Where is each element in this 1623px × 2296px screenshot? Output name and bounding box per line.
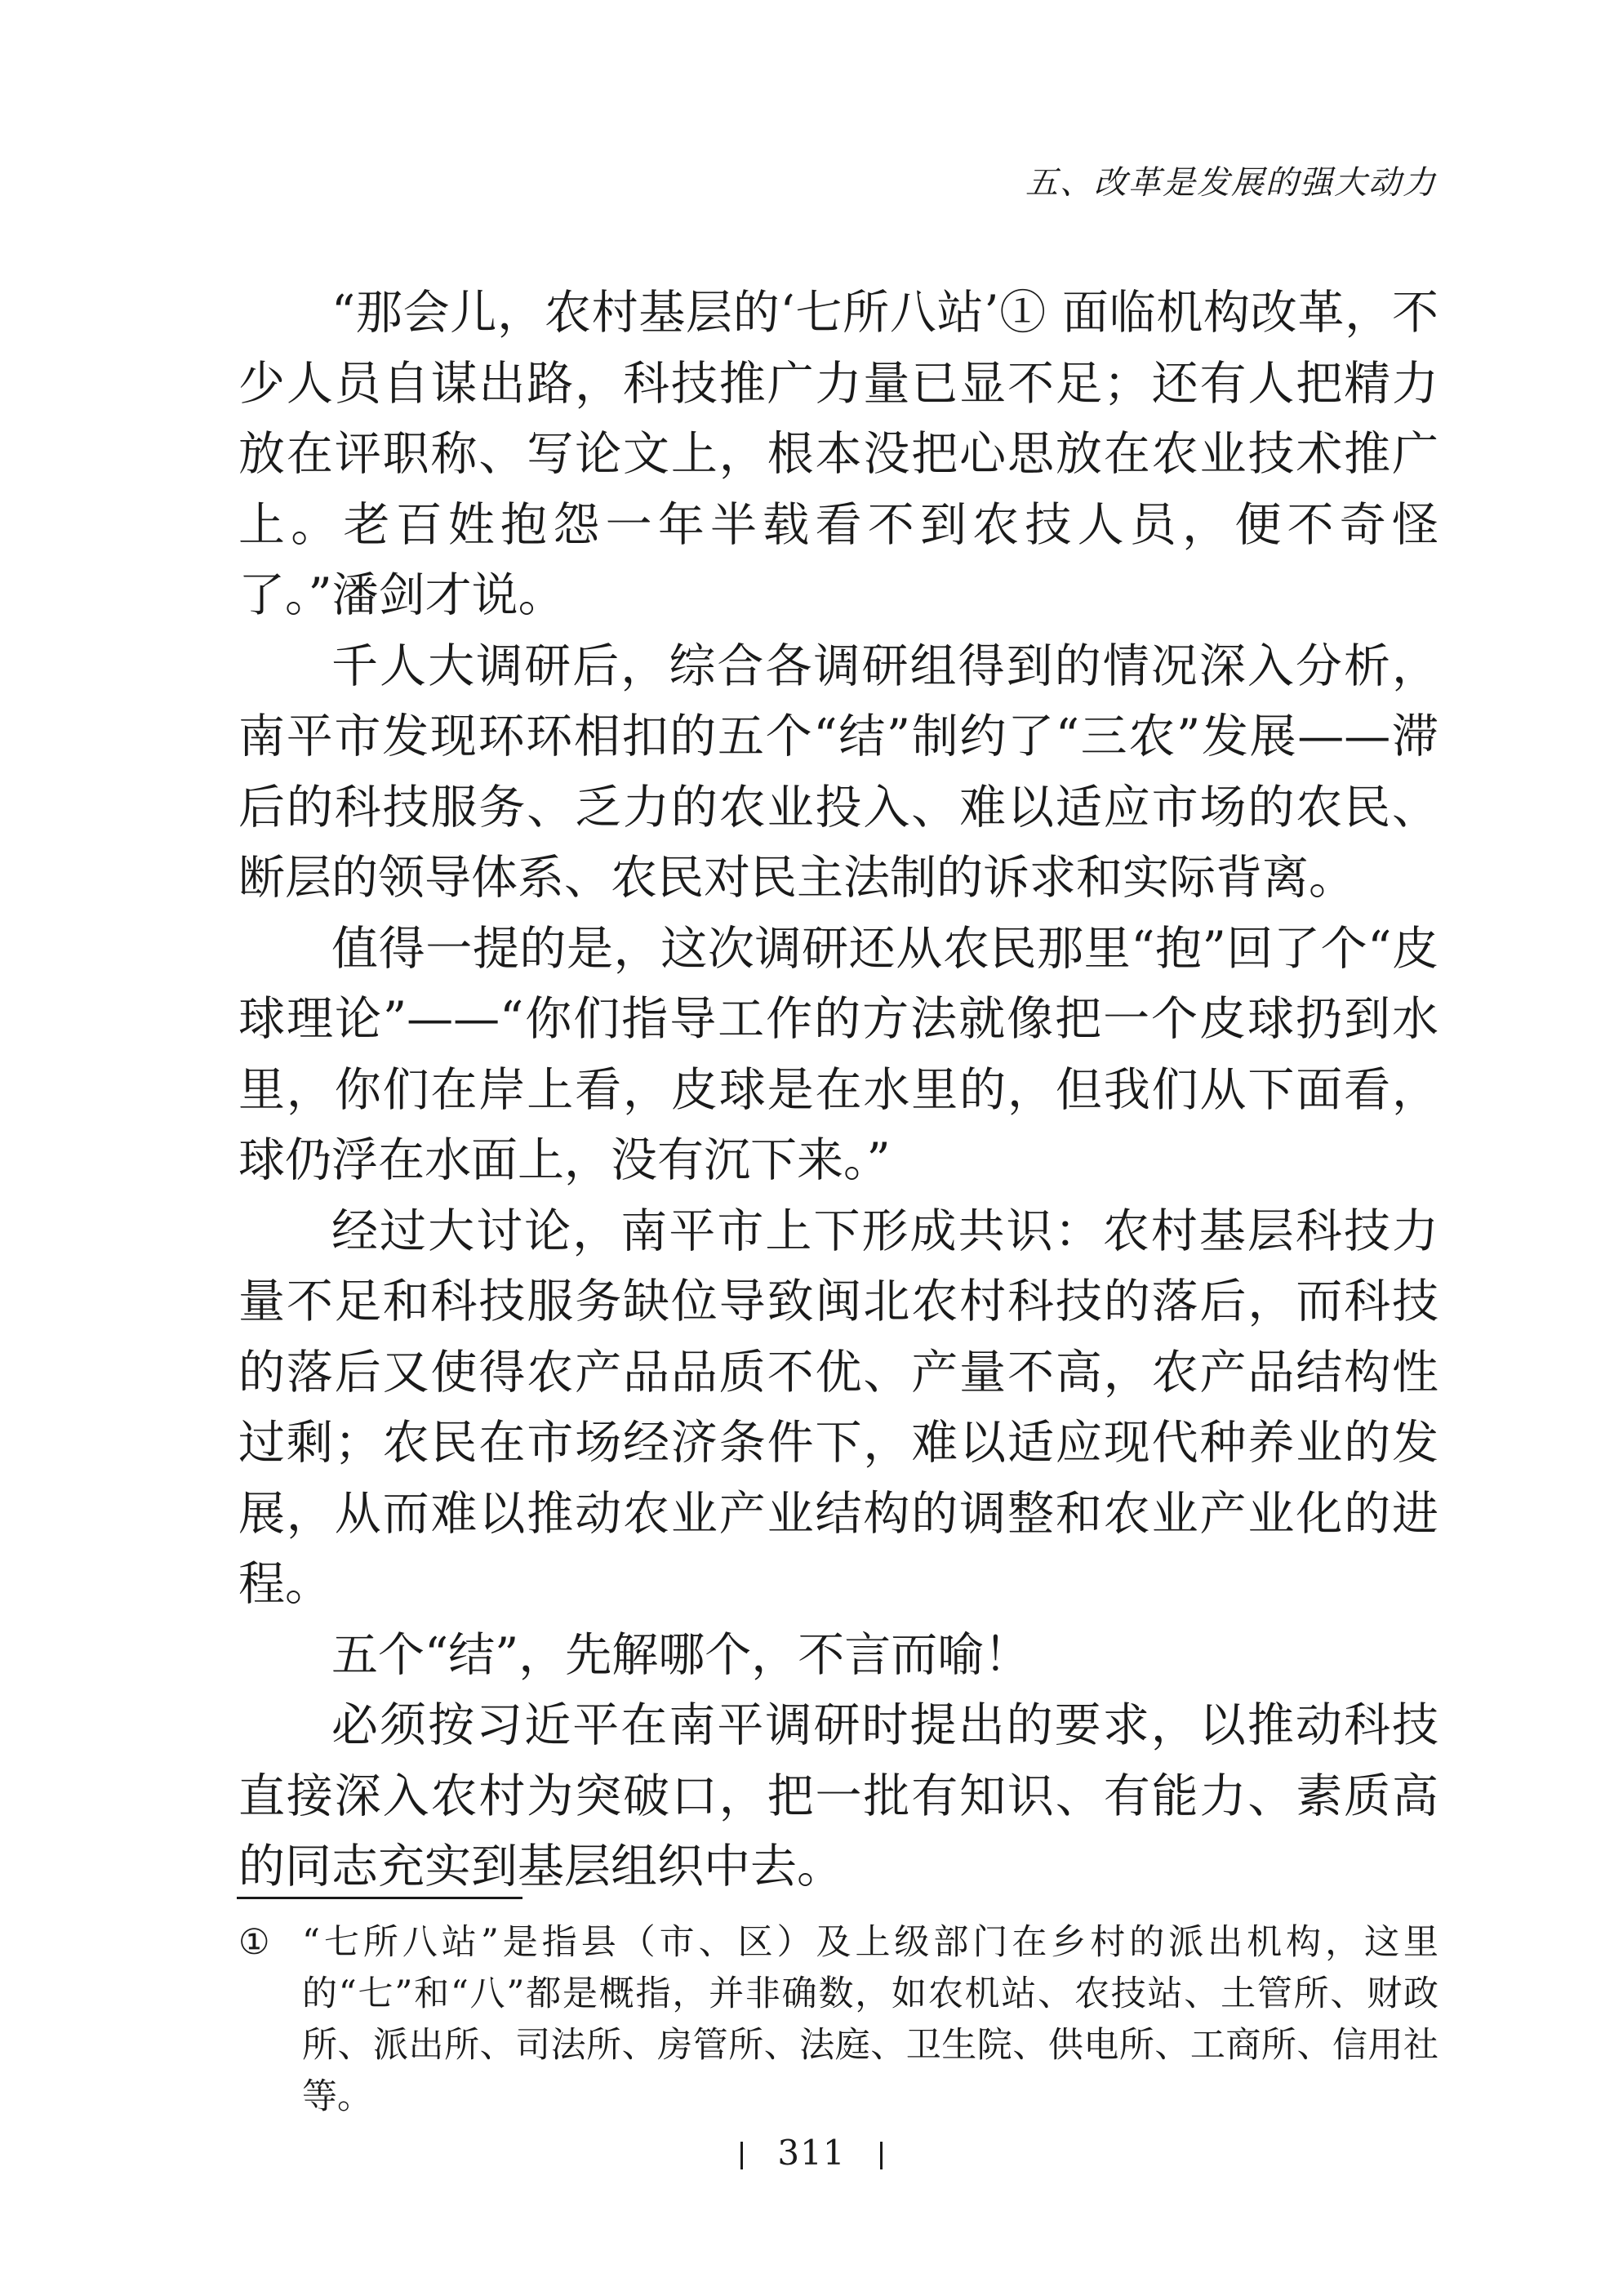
paragraph-6: 必须按习近平在南平调研时提出的要求，以推动科技直接深入农村为突破口，把一批有知识、有能力、素质高的同志充实到基层组织中去。 (238, 1698, 1438, 1893)
paragraph-2: 千人大调研后，综合各调研组得到的情况深入分析，南平市发现环环相扣的五个“结”制约了“三农”发展——滞后的科技服务、乏力的农业投入、难以适应市场的农民、断层的领导体系、农民对民主法制的诉求和实际背离。 (238, 639, 1438, 905)
paragraph-1: “那会儿，农村基层的‘七所八站’① 面临机构改革，不少人员自谋出路，科技推广力量已显不足；还有人把精力放在评职称、写论文上，根本没把心思放在农业技术推广上。老百姓抱怨一年半载看不到农技人员，便不奇怪了。”潘剑才说。 (238, 286, 1438, 622)
footnote-text: “七所八站”是指县（市、区）及上级部门在乡村的派出机构，这里的“七”和“八”都是概指，并非确数，如农机站、农技站、土管所、财政所、派出所、司法所、房管所、法庭、卫生院、供电所、工商所、信用社等。 (302, 1922, 1438, 2117)
running-head: 五、改革是发展的强大动力 (1025, 164, 1437, 202)
page-number: 311 (777, 2133, 846, 2173)
body-text (238, 278, 1438, 1902)
paragraph-4: 经过大讨论，南平市上下形成共识：农村基层科技力量不足和科技服务缺位导致闽北农村科技的落后，而科技的落后又使得农产品品质不优、产量不高，农产品结构性过剩；农民在市场经济条件下，难以适应现代种养业的发展，从而难以推动农业产业结构的调整和农业产业化的进程。 (238, 1204, 1438, 1611)
paragraph-3: 值得一提的是，这次调研还从农民那里“抱”回了个“皮球理论”——“你们指导工作的方法就像把一个皮球扔到水里，你们在岸上看，皮球是在水里的，但我们从下面看，球仍浮在水面上，没有沉下来。” (238, 921, 1438, 1187)
page-number-right-bar (880, 2142, 883, 2169)
footnote-rule (237, 1897, 522, 1899)
footnote-marker: ① (238, 1922, 270, 1963)
page-number-left-bar (740, 2142, 743, 2169)
page-number-block (0, 2133, 1623, 2173)
paragraph-5: 五个“结”，先解哪个，不言而喻！ (331, 1627, 1031, 1682)
footnote (238, 1917, 1438, 2123)
